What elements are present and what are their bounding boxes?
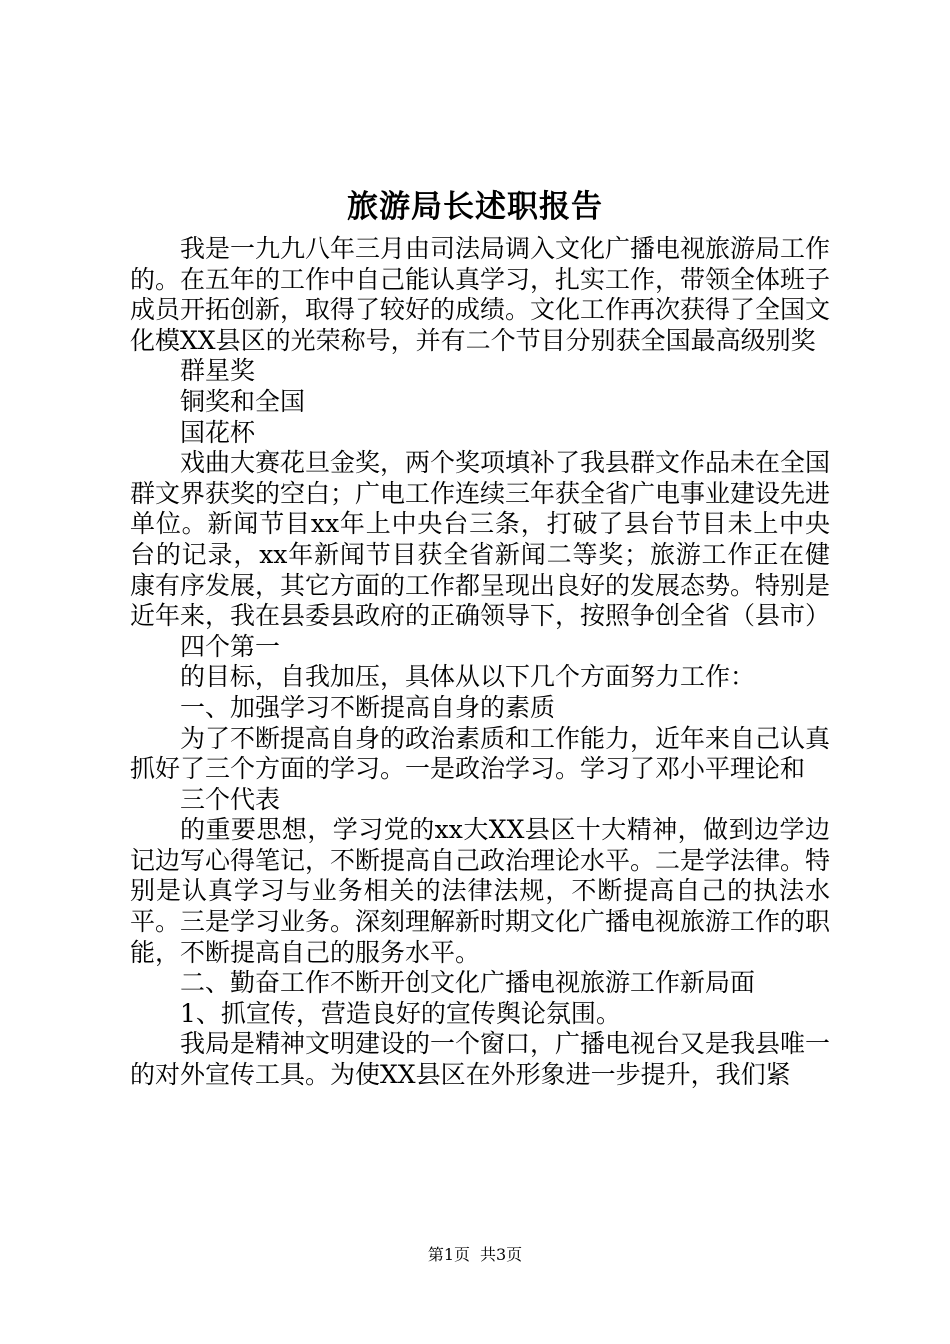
paragraph: 我是一九九八年三月由司法局调入文化广播电视旅游局工作的。在五年的工作中自己能认真学习，扎实工作，带领全体班子成员开拓创新，取得了较好的成绩。文化工作再次获得了全国文化模XX县区的光荣称号，并有二个节目分别获全国最高级别奖 [130,234,831,355]
paragraph: 四个第一 [180,631,281,661]
paragraph: 的目标，自我加压，具体从以下几个方面努力工作： [180,662,756,692]
page-number: 第1页 [427,1245,470,1264]
paragraph: 铜奖和全国 [180,386,306,416]
paragraph: 的重要思想，学习党的xx大XX县区十大精神，做到边学边记边写心得笔记，不断提高自己政治理论水平。二是学法律。特别是认真学习与业务相关的法律法规，不断提高自己的执法水平。三是学习业务。深刻理解新时期文化广播电视旅游工作的职能，不断提高自己的服务水平。 [130,815,831,967]
document-body [130,234,830,1091]
page-total: 共3页 [480,1245,523,1264]
page-footer [0,1243,950,1267]
paragraph: 为了不断提高自身的政治素质和工作能力，近年来自己认真抓好了三个方面的学习。一是政治学习。学习了邓小平理论和 [130,723,831,784]
paragraph: 群星奖 [180,356,256,386]
document-title: 旅游局长述职报告 [347,189,603,225]
subsection-heading: 1、抓宣传，营造良好的宣传舆论氛围。 [180,998,621,1028]
section-heading: 一、加强学习不断提高自身的素质 [180,692,556,722]
section-heading: 二、勤奋工作不断开创文化广播电视旅游工作新局面 [180,968,756,998]
paragraph: 三个代表 [180,784,281,814]
paragraph: 国花杯 [180,417,256,447]
paragraph: 戏曲大赛花旦金奖，两个奖项填补了我县群文作品未在全国群文界获奖的空白；广电工作连续三年获全省广电事业建设先进单位。新闻节目xx年上中央台三条，打破了县台节目未上中央台的记录，xx年新闻节目获全省新闻二等奖；旅游工作正在健康有序发展，其它方面的工作都呈现出良好的发展态势。特别是近年来，我在县委县政府的正确领导下，按照争创全省（县市） [130,448,831,631]
paragraph: 我局是精神文明建设的一个窗口，广播电视台又是我县唯一的对外宣传工具。为使XX县区在外形象进一步提升，我们紧 [130,1029,831,1090]
